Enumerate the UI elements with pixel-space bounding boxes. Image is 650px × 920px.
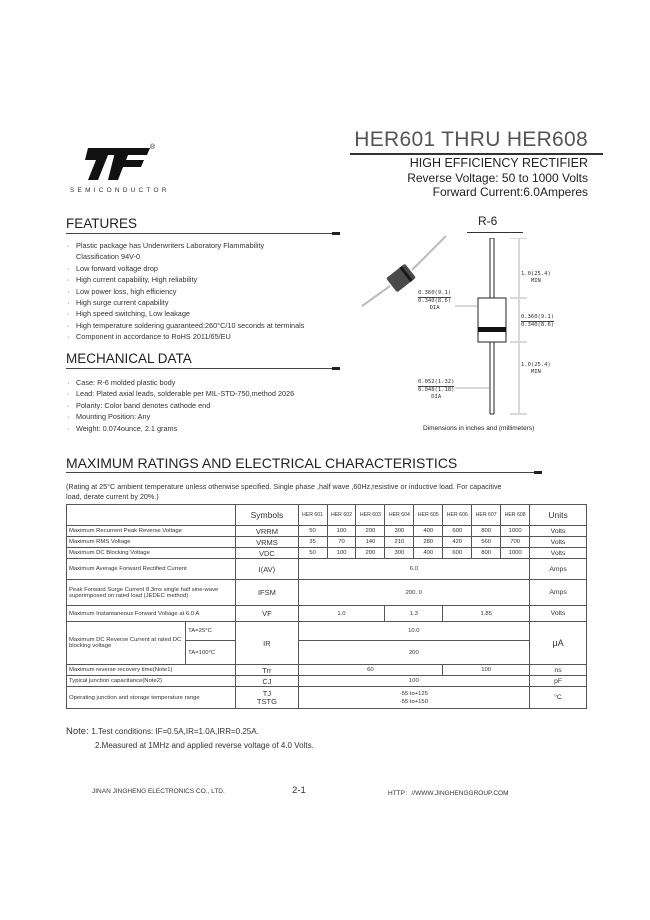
value-cell: 600 <box>443 526 472 537</box>
note-1: Note: 1.Test conditions: IF=0.5A,IR=1.0A,IRR=0.25A. <box>66 726 259 737</box>
condition-cell: TA=100°C <box>186 641 236 665</box>
value-cell: 100 <box>327 548 356 559</box>
unit-cell: Volts <box>530 548 587 559</box>
feature-item: · Low forward voltage drop <box>66 263 366 274</box>
table-header-row <box>67 505 587 526</box>
table-row <box>67 580 587 606</box>
symbol-cell: TJ TSTG <box>236 687 298 709</box>
features-heading: FEATURES <box>66 216 138 231</box>
mechanical-item: · Case: R-6 molded plastic body <box>66 377 366 388</box>
value-cell: 420 <box>443 537 472 548</box>
body-length: 0.360(9.1) 0.340(8.6) <box>521 314 555 328</box>
table-row <box>67 676 587 687</box>
ratings-table <box>66 504 587 709</box>
ratings-rule <box>66 472 542 473</box>
part-header: HER 608 <box>501 505 530 526</box>
features-rule-tick <box>332 232 340 235</box>
param-label: Maximum Recurrent Peak Reverse Voltage <box>67 526 236 537</box>
footer-url: HTTP：//WWW.JINGHENGGROUP.COM <box>388 790 509 797</box>
param-label: Maximum Instantaneous Forward Voltage at 6.0 A <box>67 606 236 622</box>
package-name: R-6 <box>478 214 498 228</box>
symbol-cell: VRRM <box>236 526 298 537</box>
symbol-cell: IR <box>236 622 298 665</box>
part-header: HER 605 <box>414 505 443 526</box>
feature-item: · High current capability, High reliability <box>66 274 366 285</box>
part-header: HER 606 <box>443 505 472 526</box>
feature-item: · High temperature soldering guaranteed:260°C/10 seconds at terminals <box>66 320 366 331</box>
value-cell: 600 <box>443 548 472 559</box>
value-cell: 70 <box>327 537 356 548</box>
param-label: Maximum DC Blocking Voltage <box>67 548 236 559</box>
table-row <box>67 559 587 580</box>
param-label: Typical junction capacitance(Note2) <box>67 676 236 687</box>
value-cell: 100 <box>327 526 356 537</box>
value-cell: 1000 <box>501 548 530 559</box>
table-row <box>67 606 587 622</box>
symbol-cell: VRMS <box>236 537 298 548</box>
symbol-cell: Trr <box>236 665 298 676</box>
product-subtitle: HIGH EFFICIENCY RECTIFIER <box>409 156 588 170</box>
value-cell: 800 <box>472 548 501 559</box>
unit-cell: °C <box>530 687 587 709</box>
value-cell: 6.0 <box>298 559 530 580</box>
symbol-cell: IFSM <box>236 580 298 606</box>
value-cell: 1.0 <box>298 606 385 622</box>
page-title: HER601 THRU HER608 <box>354 128 588 151</box>
value-cell: 800 <box>472 526 501 537</box>
value-cell: 200 <box>356 548 385 559</box>
table-row <box>67 548 587 559</box>
features-rule <box>66 233 340 234</box>
table-row <box>67 665 587 676</box>
units-header: Units <box>530 505 587 526</box>
param-label: Maximum Average Forward Rectified Current <box>67 559 236 580</box>
value-cell: -55 to+125 -55 to+150 <box>298 687 530 709</box>
company-logo <box>70 146 152 187</box>
feature-item: · Plastic package has Underwriters Laboratory Flammability Classification 94V-0 <box>66 240 366 263</box>
reverse-voltage-spec: Reverse Voltage: 50 to 1000 Volts <box>407 171 588 185</box>
value-cell: 10.0 <box>298 622 530 641</box>
table-row <box>67 537 587 548</box>
unit-cell: Volts <box>530 537 587 548</box>
value-cell: 35 <box>298 537 327 548</box>
part-header: HER 601 <box>298 505 327 526</box>
features-list <box>66 240 366 343</box>
value-cell: 400 <box>414 526 443 537</box>
value-cell: 140 <box>356 537 385 548</box>
table-row <box>67 526 587 537</box>
value-cell: 50 <box>298 526 327 537</box>
value-cell: 560 <box>472 537 501 548</box>
param-label: Peak Forward Surge Current 8.3ms single half sine-wave superimposed on rated load (JEDEC method) <box>67 580 236 606</box>
part-header: HER 603 <box>356 505 385 526</box>
feature-item: · Component in accordance to RoHS 2011/65/EU <box>66 331 366 342</box>
forward-current-spec: Forward Current:6.0Amperes <box>432 185 588 199</box>
part-header: HER 602 <box>327 505 356 526</box>
header-blank <box>67 505 236 526</box>
unit-cell: pF <box>530 676 587 687</box>
unit-cell: Volts <box>530 606 587 622</box>
value-cell: 50 <box>298 548 327 559</box>
lead-length-bottom: 1.0(25.4) MIN <box>521 362 551 375</box>
symbol-cell: CJ <box>236 676 298 687</box>
unit-cell: ns <box>530 665 587 676</box>
table-row <box>67 622 587 641</box>
note-2: 2.Measured at 1MHz and applied reverse voltage of 4.0 Volts. <box>95 741 314 750</box>
value-cell: 1000 <box>501 526 530 537</box>
symbols-header: Symbols <box>236 505 298 526</box>
mechanical-item: · Weight: 0.074ounce, 2.1 grams <box>66 423 366 434</box>
brand-name: SEMICONDUCTOR <box>70 187 170 194</box>
mechanical-heading: MECHANICAL DATA <box>66 351 192 366</box>
param-label: Maximum reverse recovery time(Note1) <box>67 665 236 676</box>
footer-company: JINAN JINGHENG ELECTRONICS CO., LTD. <box>92 788 225 795</box>
ratings-heading: MAXIMUM RATINGS AND ELECTRICAL CHARACTERISTICS <box>66 455 458 471</box>
part-header: HER 607 <box>472 505 501 526</box>
value-cell: 400 <box>414 548 443 559</box>
footer-page-number: 2-1 <box>292 785 306 796</box>
value-cell: 100 <box>443 665 530 676</box>
mechanical-item: · Lead: Plated axial leads, solderable per MIL-STD-750,method 2026 <box>66 388 366 399</box>
param-label: Maximum DC Reverse Current at rated DC blocking voltage <box>67 622 186 665</box>
param-label: Operating junction and storage temperature range <box>67 687 236 709</box>
symbol-cell: VDC <box>236 548 298 559</box>
unit-cell: Amps <box>530 559 587 580</box>
lead-diameter: 0.052(1.32) 0.048(1.18) DIA <box>418 379 455 400</box>
lead-length-top: 1.0(25.4) MIN <box>521 271 551 284</box>
value-cell: 280 <box>414 537 443 548</box>
value-cell: 1.3 <box>385 606 443 622</box>
unit-cell: Volts <box>530 526 587 537</box>
feature-item: · High speed switching, Low leakage <box>66 308 366 319</box>
value-cell: 300 <box>385 526 414 537</box>
condition-cell: TA=25°C <box>186 622 236 641</box>
value-cell: 700 <box>501 537 530 548</box>
value-cell: 200 <box>356 526 385 537</box>
value-cell: 100 <box>298 676 530 687</box>
value-cell: 200. 0 <box>298 580 530 606</box>
package-label-rule <box>467 232 523 233</box>
value-cell: 300 <box>385 548 414 559</box>
value-cell: 1.85 <box>443 606 530 622</box>
mechanical-item: · Mounting Position: Any <box>66 411 366 422</box>
feature-item: · High surge current capability <box>66 297 366 308</box>
param-label: Maximum RMS Voltage <box>67 537 236 548</box>
rating-conditions: (Rating at 25°C ambient temperature unless otherwise specified. Single phase ,half wave ,60Hz,resistive or inductive load. For capacitive load, derate current by 20%.) <box>66 482 502 501</box>
table-row <box>67 687 587 709</box>
part-header: HER 604 <box>385 505 414 526</box>
unit-cell: μA <box>530 622 587 665</box>
title-rule <box>350 153 603 155</box>
mechanical-item: · Polarity: Color band denotes cathode end <box>66 400 366 411</box>
value-cell: 210 <box>385 537 414 548</box>
value-cell: 60 <box>298 665 443 676</box>
value-cell: 200 <box>298 641 530 665</box>
ratings-rule-tick <box>534 471 542 474</box>
feature-item: · Low power loss, high efficiency <box>66 286 366 297</box>
unit-cell: Amps <box>530 580 587 606</box>
body-diameter: 0.360(9.1) 0.340(8.6) DIA <box>418 290 452 311</box>
symbol-cell: VF <box>236 606 298 622</box>
package-outline-drawing <box>455 238 530 423</box>
registered-mark: ® <box>150 144 156 151</box>
symbol-cell: I(AV) <box>236 559 298 580</box>
mechanical-rule-tick <box>332 367 340 370</box>
mechanical-rule <box>66 368 340 369</box>
dimensions-note: Dimensions in inches and (millimeters) <box>423 425 535 432</box>
mechanical-list <box>66 377 366 434</box>
